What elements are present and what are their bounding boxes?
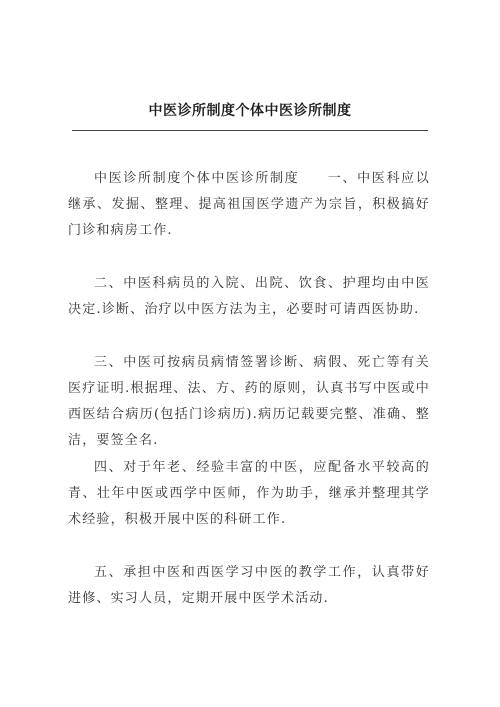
paragraph-1-text: 一、中医科应以继承、发掘、整理、提高祖国医学遗产为宗旨，积极搞好门诊和病房工作. (68, 171, 430, 238)
title-divider (72, 130, 428, 131)
document-title: 中医诊所制度个体中医诊所制度 (148, 103, 352, 119)
paragraph-4: 四、对于年老、经验丰富的中医，应配备水平较高的青、壮年中医或西学中医师，作为助手，继承并整理其学术经验，积极开展中医的科研工作. (68, 460, 430, 527)
paragraph-2: 二、中医科病员的入院、出院、饮食、护理均由中医决定.诊断、治疗以中医方法为主，必要时可请西医协助. (68, 276, 430, 317)
paragraph-3: 三、中医可按病员病情签署诊断、病假、死亡等有关医疗证明.根据理、法、方、药的原则，认真书写中医或中西医结合病历(包括门诊病历).病历记载要完整、准确、整洁，要签全名. (68, 355, 430, 448)
paragraph-1 (68, 166, 430, 244)
paragraph-5: 五、承担中医和西医学习中医的教学工作，认真带好进修、实习人员，定期开展中医学术活动. (68, 565, 430, 606)
paragraph-1-lead: 中医诊所制度个体中医诊所制度 (94, 171, 300, 186)
